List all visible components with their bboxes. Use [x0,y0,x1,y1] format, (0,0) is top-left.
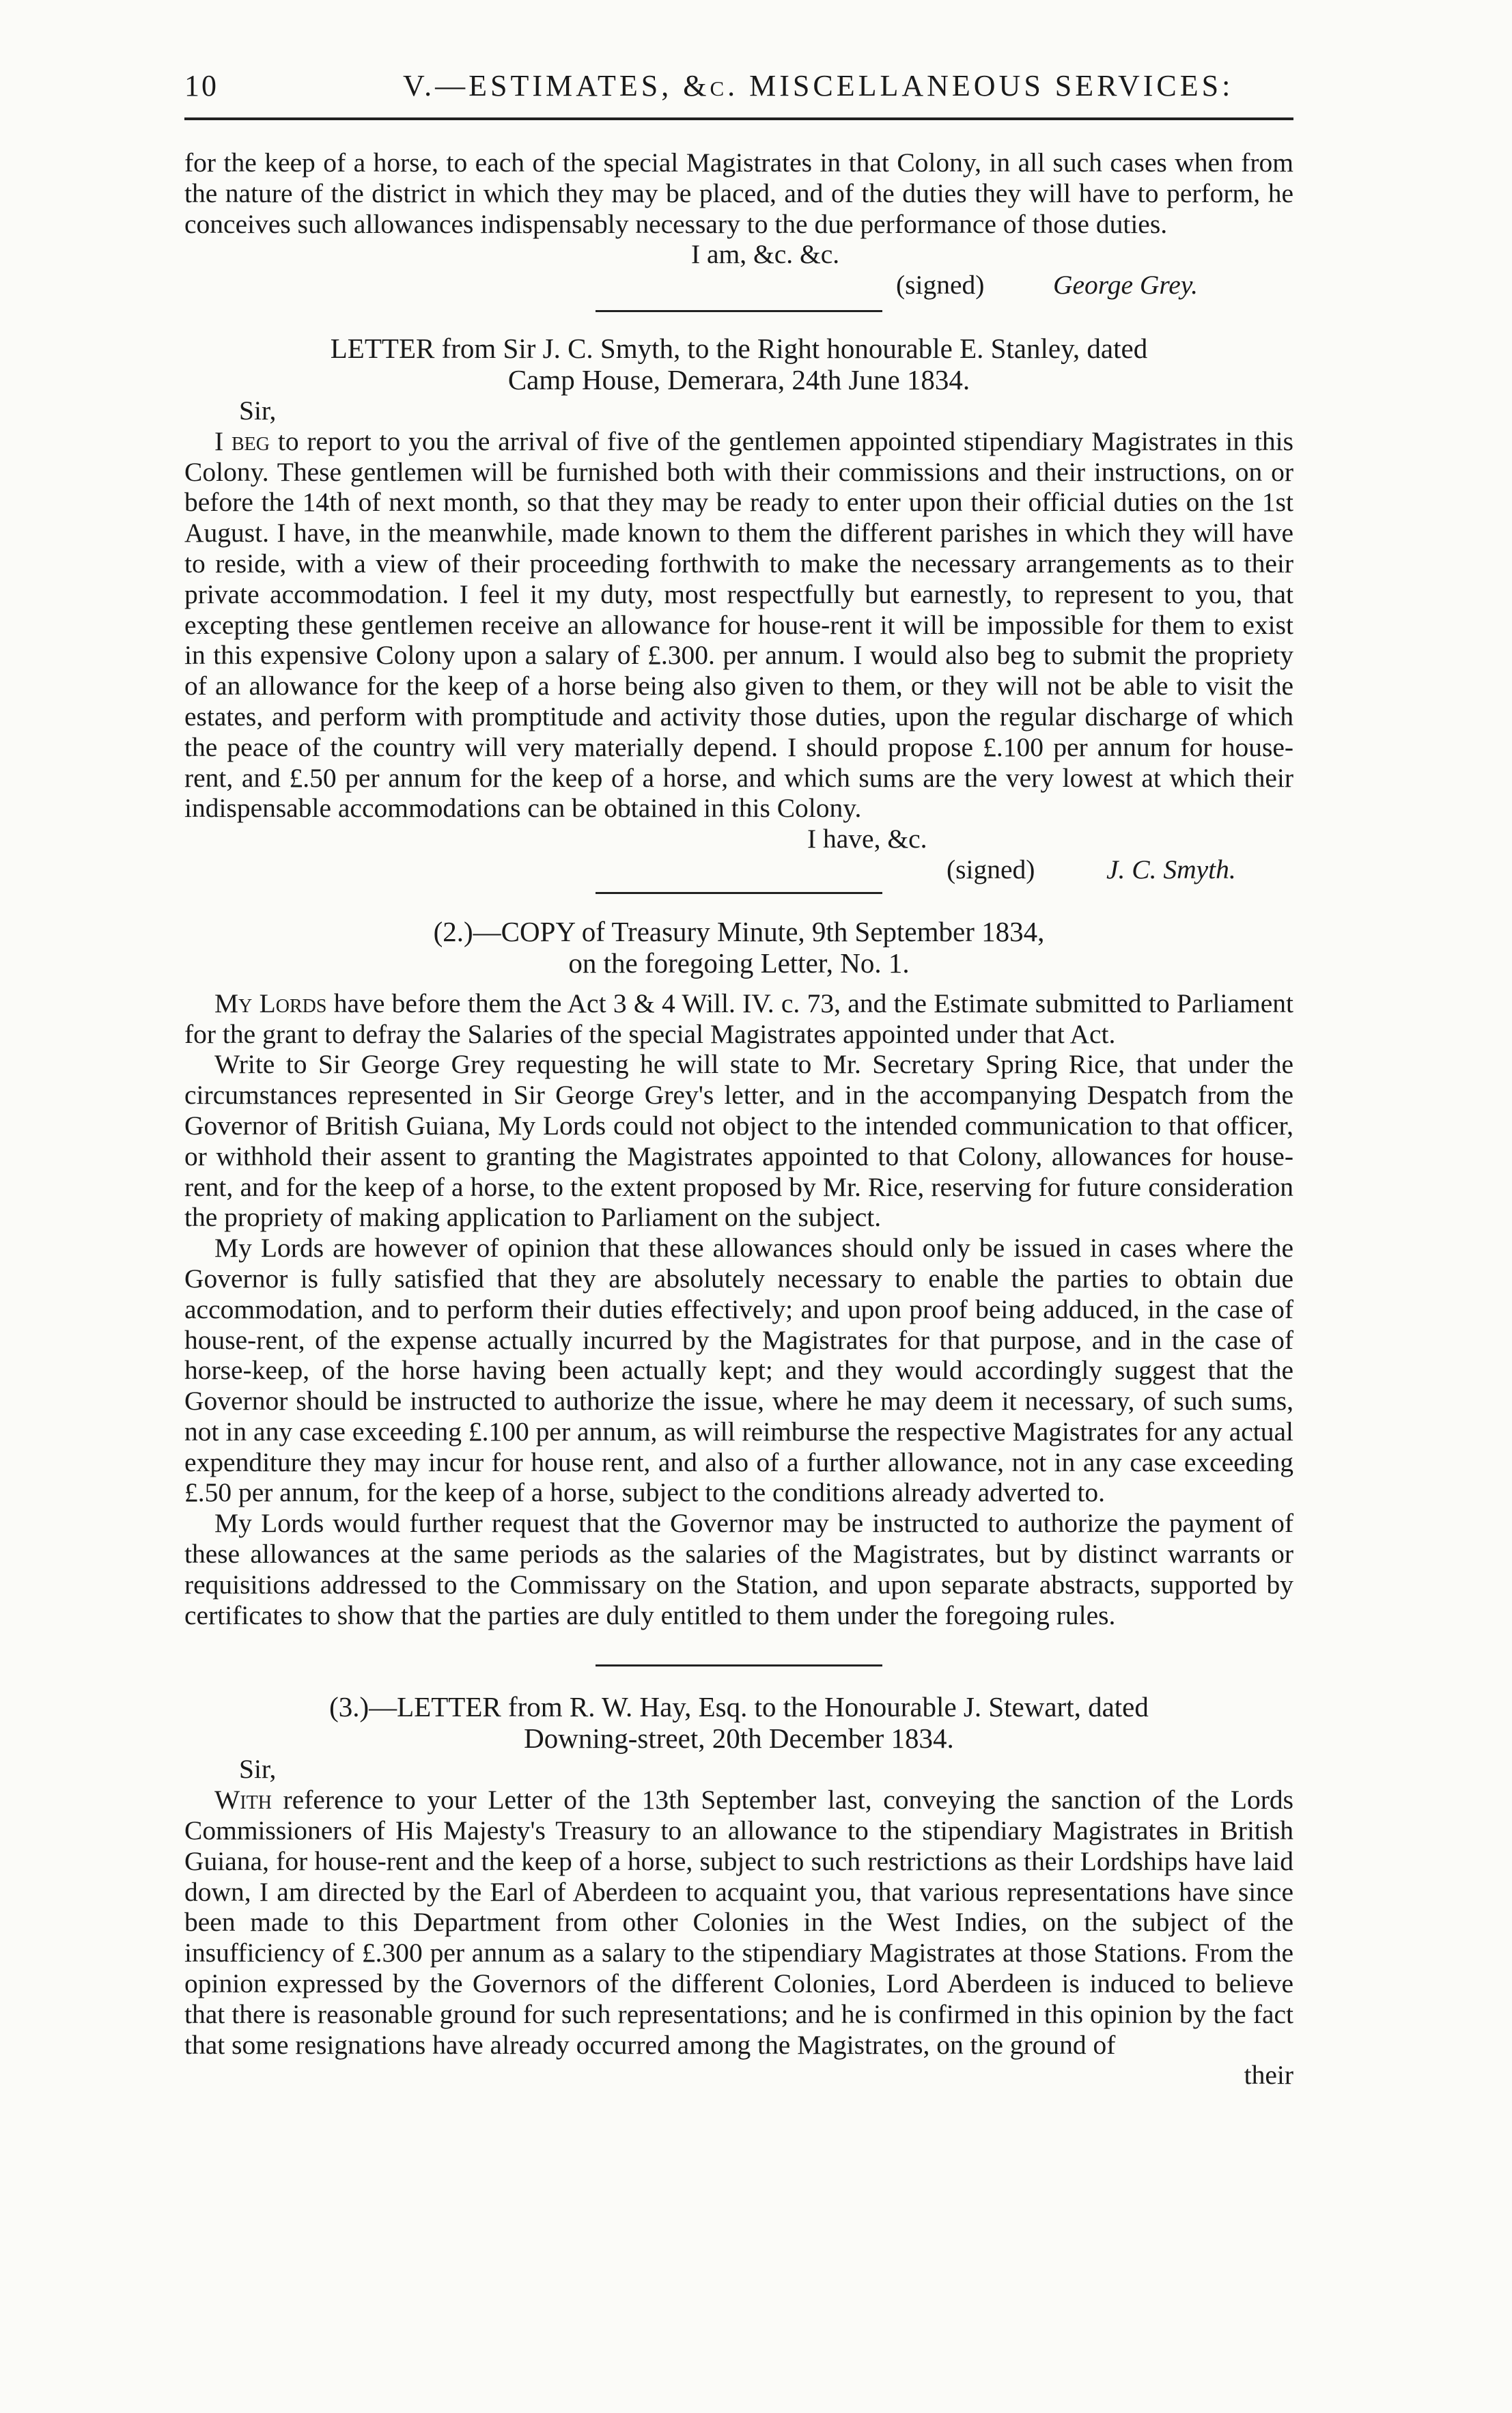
catchword: their [1244,2060,1293,2091]
hay-salutation: Sir, [239,1754,277,1785]
header-rule [184,117,1293,120]
hay-letter-heading: (3.)—LETTER from R. W. Hay, Esq. to the Honourable J. Stewart, dated [329,1691,1149,1723]
smyth-first-words: I beg [214,426,270,456]
hay-body-text: reference to your Letter of the 13th September last, conveying the sanction of the Lords Commissioners of His Majesty's Treasury to an allowance to the stipendiary Magistrates in British Guiana, for house-rent and the keep of a horse, subject to such restrictions as their Lordships have laid down, I am directed by the Earl of Aberdeen to acquaint you, that various representations have since been made to this Department from other Colonies in the West Indies, on the subject of the insufficiency of £.300 per annum as a salary to the stipendiary Magistrates at those Stations. From the opinion expressed by the Governors of the different Colonies, Lord Aberdeen is induced to believe that there is reasonable ground for such representations; and he is confirmed in this opinion by the fact that some resignations have already occurred among the Magistrates, on the ground of [184,1785,1293,2060]
section-divider [596,1664,882,1666]
hay-first-words: With [214,1785,272,1815]
treasury-para-4: My Lords would further request that the Governor may be instructed to authorize the payment of these allowances at the same periods as the salaries of the Magistrates, but by distinct warrants or requisitions addressed to the Commissary on the Station, and upon separate abstracts, supported by certificates to show that the parties are duly entitled to them under the foregoing rules. [184,1508,1293,1630]
grey-signature-line [184,270,1293,301]
smyth-body-text: to report to you the arrival of five of the gentlemen appointed stipendiary Magistrates in this Colony. These gentlemen will be furnished both with their commissions and their instructions, on or before the 14th of next month, so that they may be ready to enter upon their official duties on the 1st August. I have, in the meanwhile, made known to them the different parishes in which they will have to reside, with a view of their proceeding forthwith to make the necessary arrangements as to their private accommodation. I feel it my duty, most respectfully but earnestly, to represent to you, that excepting these gentlemen receive an allowance for house-rent it will be impossible for them to exist in this expensive Colony upon a salary of £.300. per annum. I would also beg to submit the propriety of an allowance for the keep of a horse being also given to them, or they will not be able to visit the estates, and perform with promptitude and activity those duties, upon the regular discharge of which the peace of the country will very materially depend. I should propose £.100 per annum for house-rent, and £.50 per annum for the keep of a horse, and which sums are the very lowest at which their indispensable accommodations can be obtained in this Colony. [184,426,1294,824]
running-head [184,63,1293,111]
smyth-closing: I have, &c. [807,824,927,854]
treasury-para-2: Write to Sir George Grey requesting he will state to Mr. Secretary Spring Rice, that under the circumstances represented in Sir George Grey's letter, and in the accompanying Despatch from the Governor of British Guiana, My Lords could not object to the intended communication to that officer, or withhold their assent to granting the Magistrates appointed to that Colony, allowances for house-rent, and for the keep of a horse, to the extent proposed by Mr. Rice, reserving for future consideration the propriety of making application to Parliament on the subject. [184,1049,1293,1233]
treasury-minute-heading: (2.)—COPY of Treasury Minute, 9th September 1834, [433,915,1045,947]
smyth-signature: J. C. Smyth. [1106,854,1236,884]
grey-closing: I am, &c. &c. [691,239,840,270]
smyth-salutation: Sir, [239,395,277,426]
smyth-letter-dateline: Camp House, Demerara, 24th June 1834. [507,363,970,395]
smyth-closing-line [184,824,1293,854]
treasury-para-1-text: have before them the Act 3 & 4 Will. IV. c. 73, and the Estimate submitted to Parliament for the grant to defray the Salaries of the special Magistrates appointed under that Act. [184,988,1294,1049]
treasury-para-3: My Lords are however of opinion that these allowances should only be issued in cases where the Governor is fully satisfied that they are absolutely necessary to enable the parties to obtain due accommodation, and to perform their duties effectively; and upon proof being adduced, in the case of house-rent, of the expense actually incurred by the Magistrates for that purpose, and in the case of horse-keep, of the horse having been actually kept; and they would accordingly suggest that the Governor should be instructed to authorize the issue, where he may deem it necessary, of such sums, not in any case exceeding £.100 per annum, as will reimburse the respective Magistrates for any actual expenditure they may incur for house rent, and also of a further allowance, not in any case exceeding £.50 per annum, for the keep of a horse, subject to the conditions already adverted to. [184,1233,1293,1508]
treasury-para-1 [184,988,1293,1050]
hay-letter-body [184,1785,1293,2060]
smyth-letter-heading: LETTER from Sir J. C. Smyth, to the Right honourable E. Stanley, dated [330,332,1148,364]
page-number: 10 [184,69,219,102]
grey-signature: George Grey. [1053,270,1199,301]
grey-signed-label: (signed) [896,270,985,301]
treasury-minute-subheading: on the foregoing Letter, No. 1. [568,947,910,979]
treasury-first-words: My Lords [214,988,327,1018]
smyth-signature-line [184,854,1293,885]
running-title: V.—ESTIMATES, &c. MISCELLANEOUS SERVICES: [403,69,1234,102]
section-divider [596,310,882,312]
smyth-signed-label: (signed) [947,854,1035,884]
grey-closing-line [184,239,1293,270]
section-divider [596,892,882,894]
grey-letter-text: for the keep of a horse, to each of the special Magistrates in that Colony, in all such cases when from the nature of the district in which they may be placed, and of the duties they will have to perform, he conceives such allowances indispensably necessary to the due performance of those duties. [184,148,1293,239]
smyth-letter-body [184,426,1293,824]
hay-letter-dateline: Downing-street, 20th December 1834. [524,1722,954,1755]
